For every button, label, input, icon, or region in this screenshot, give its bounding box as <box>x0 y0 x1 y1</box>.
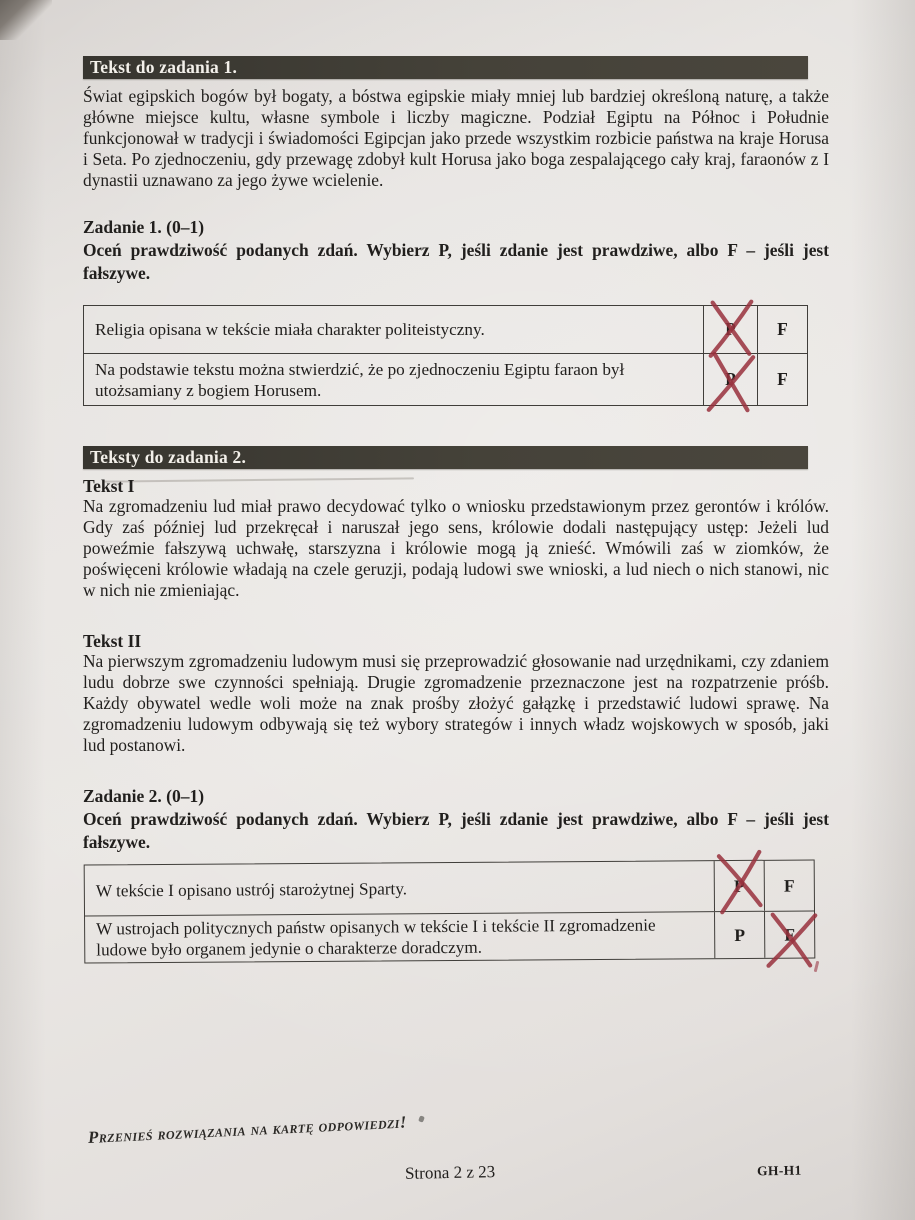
statement-cell <box>85 861 715 915</box>
text2-body: Na pierwszym zgromadzeniu ludowym musi się przeprowadzić głosowanie nad urzędnikami, czy zdaniem ludu dobrze swe czynności spełniają. Drugie zgromadzenie przeznaczone jest na rozpatrzenie próśb. Każdy obywatel wedle woli może na znak prośby złożyć gałązkę i przedstawić ludowi sprawę. Na zgromadzeniu ludowym odbywają się też wybory strategów i innych władz wojskowych w sposób, jaki lud postanowi. <box>83 651 829 756</box>
section2-header-label: Teksty do zadania 2. <box>90 447 247 467</box>
p-label: P <box>734 924 746 945</box>
p-label: P <box>733 875 745 896</box>
answer-cell-p <box>704 354 758 405</box>
text1-label: Tekst I <box>83 476 135 496</box>
answer-cell-p <box>715 861 765 911</box>
paper-scratch-mark <box>104 477 414 482</box>
table-row <box>85 911 814 962</box>
page-number: Strona 2 z 23 <box>404 1162 496 1183</box>
statement-text: Religia opisana w tekście miała charakter politeistyczny. <box>95 320 485 339</box>
text1-body: Na zgromadzeniu lud miał prawo decydować tylko o wniosku przedstawionym przez gerontów i królów. Gdy zaś później lud przekręcał i naruszał jego sens, królowie dodali następujący ustęp: Jeżeli lud poweźmie fałszywą uchwałę, starszyzna i królowie mogą ją znieść. Wmówili zaś w ziomków, że poświęceni królowie władają na czele geruzji, podają ludowi swe wnioski, a lud niech o nich stanowi, nic w nich nie zmieniając. <box>83 496 829 601</box>
statement-cell <box>85 912 715 962</box>
f-label: F <box>783 875 795 896</box>
task2-true-false-table <box>84 859 816 963</box>
booklet-code: GH-H1 <box>756 1162 802 1179</box>
answer-cell-f <box>765 911 814 957</box>
task2-title: Zadanie 2. (0–1) <box>83 786 205 806</box>
answer-cell-f <box>758 306 807 353</box>
answer-cell-f <box>758 354 807 405</box>
transfer-note: Przenieś rozwiązania na kartę odpowiedzi! <box>87 1112 408 1147</box>
stray-pen-mark <box>814 961 820 972</box>
f-label: F <box>777 369 788 389</box>
task1-true-false-table <box>83 305 808 406</box>
answer-cell-p <box>704 306 758 353</box>
p-label: P <box>725 319 736 339</box>
statement-cell <box>84 354 704 405</box>
paper-speck <box>418 1115 425 1122</box>
section1-intro-text: Świat egipskich bogów był bogaty, a bóstwa egipskie miały mniej lub bardziej określoną naturę, a także główne miejsce kultu, własne symbole i liczby magiczne. Podział Egiptu na Północ i Południe funkcjonował w tradycji i świadomości Egipcjan jako przede wszystkim rozbicie państwa na kraje Horusa i Seta. Po zjednoczeniu, gdy przewagę zdobył kult Horusa jako boga zespalającego cały kraj, faraonów z I dynastii uznawano za jego żywe wcielenie. <box>83 86 829 191</box>
section2-header-bar <box>83 446 808 469</box>
table-row <box>84 306 807 354</box>
statement-text: Na podstawie tekstu można stwierdzić, że po zjednoczeniu Egiptu faraon był utożsamiany z bogiem Horusem. <box>95 359 625 400</box>
answer-cell-f <box>765 860 814 910</box>
f-label: F <box>777 319 788 339</box>
table-row <box>84 354 807 405</box>
table-row <box>85 860 814 916</box>
f-label: F <box>784 924 796 945</box>
p-label: P <box>725 369 736 389</box>
statement-text: W tekście I opisano ustrój starożytnej Sparty. <box>95 878 408 900</box>
section1-header-bar <box>83 56 808 79</box>
task1-title: Zadanie 1. (0–1) <box>83 217 205 237</box>
task1-instruction: Oceń prawdziwość podanych zdań. Wybierz P, jeśli zdanie jest prawdziwe, albo F – jeśli jest fałszywe. <box>83 240 829 283</box>
answer-cell-p <box>715 912 765 958</box>
statement-text: W ustrojach politycznych państw opisanych w tekście I i tekście II zgromadzenie ludowe było organem jedynie o charakterze doradczym. <box>96 915 656 960</box>
text2-label: Tekst II <box>83 631 142 651</box>
section1-header-label: Tekst do zadania 1. <box>90 57 238 77</box>
statement-cell <box>84 306 704 353</box>
task2-instruction: Oceń prawdziwość podanych zdań. Wybierz P, jeśli zdanie jest prawdziwe, albo F – jeśli jest fałszywe. <box>83 809 829 852</box>
photo-corner-shadow <box>0 0 52 40</box>
